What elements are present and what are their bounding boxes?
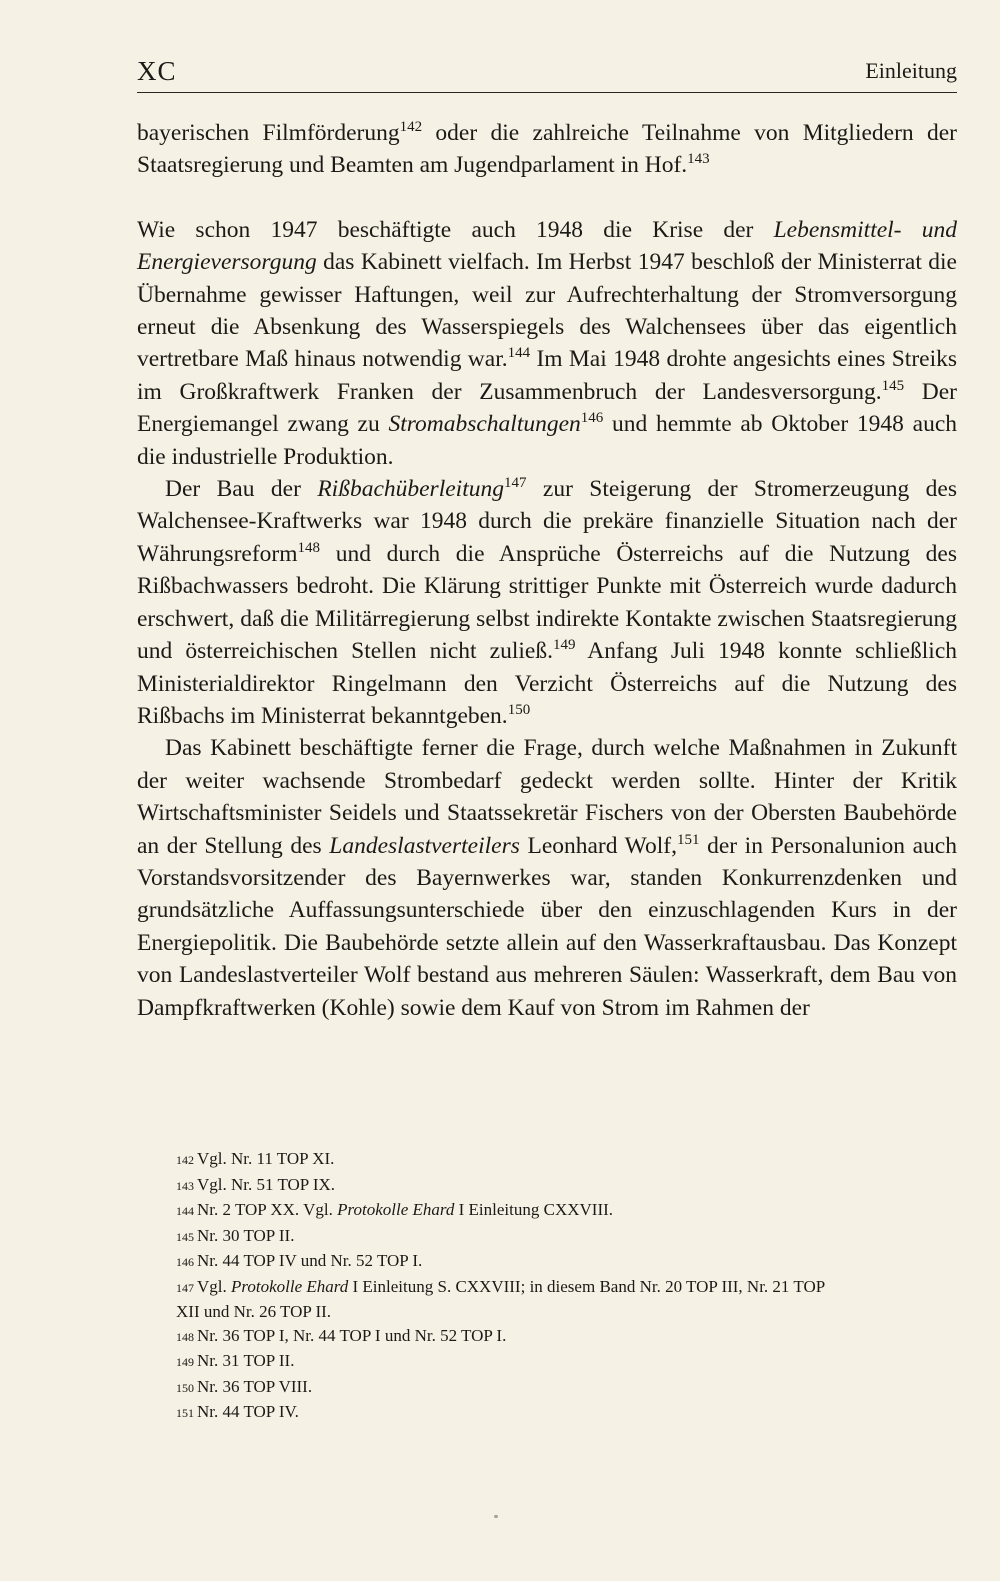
footnote-text: Vgl. Nr. 51 TOP IX. [197,1174,336,1194]
footnote-number: 143 [176,1178,194,1193]
footnote-text: Nr. 2 TOP XX. Vgl. [197,1200,338,1219]
footnote-italic: Protokolle Ehard [337,1200,455,1219]
paragraph-4 [137,732,957,1024]
text-run: Der Energiemangel zwang zu [137,378,957,438]
footnote [160,1198,960,1224]
italic-term: Landeslastverteilers [329,832,520,859]
text-run: Der Bau der [165,476,318,503]
footnote-number: 142 [176,1153,194,1167]
footnote-ref: 146 [580,410,604,427]
body-text [137,117,957,1024]
print-speck [494,1515,498,1518]
footnotes [160,1147,960,1426]
footnote-text: I Einleitung CXXVIII. [454,1200,614,1219]
footnote-number: 148 [176,1329,194,1344]
footnote-number: 144 [176,1204,194,1218]
footnote-number: 151 [176,1406,194,1420]
italic-term: Stromabschaltungen [388,411,581,438]
footnote [160,1147,960,1173]
footnote [160,1275,960,1324]
footnote-text: Vgl. Nr. 11 TOP XI. [197,1149,335,1168]
footnote-continuation: XII und Nr. 26 TOP II. [176,1302,332,1321]
footnote-ref: 149 [552,637,576,654]
footnote [160,1324,960,1350]
italic-term: Lebensmittel- und Energieversorgung [137,216,957,276]
text-run: und hemmte ab Oktober 1948 auch die industrielle Produktion. [137,411,957,470]
text-run: das Kabinett vielfach. Im Herbst 1947 beschloß der Ministerrat die Übernahme gewisser Haftungen, weil zur Aufrechterhaltung der Stromversorgung erneut die Absenkung des Wasserspiegels des Walchensees über das eigentlich vertretbare Maß hinaus notwendig war. [137,249,957,373]
text-run: Anfang Juli 1948 konnte schließlich Ministerialdirektor Ringelmann den Verzicht Österreichs auf die Nutzung des Rißbachs im Ministerrat bekanntgeben. [137,638,957,729]
footnote-text: Nr. 36 TOP VIII. [197,1376,313,1396]
footnote-text: Nr. 31 TOP II. [197,1351,295,1370]
italic-term: Rißbachüberleitung [317,476,504,503]
footnote [160,1224,960,1250]
footnote-text: Vgl. [197,1276,231,1296]
text-run: Wie schon 1947 beschäftigte auch 1948 die Krise der [137,216,774,243]
footnote-ref: 144 [507,345,531,362]
footnote-text: I Einleitung S. CXXVIII; in diesem Band Nr. 20 TOP III, Nr. 21 TOP [348,1276,826,1296]
text-run: Leonhard Wolf, [519,832,677,859]
footnote-text: Nr. 44 TOP IV. [197,1402,299,1421]
footnote [160,1249,960,1275]
footnote-number: 145 [176,1229,194,1244]
footnote-ref: 147 [503,475,527,492]
footnote-number: 150 [176,1380,194,1395]
footnote-ref: 145 [881,377,905,394]
paragraph-3 [137,473,957,732]
footnote-ref: 143 [687,151,710,168]
page-number: XC [137,56,177,86]
page-header [137,52,957,93]
footnote [160,1375,960,1401]
text-run: der in Personalunion auch Vorstandsvorsitzender des Bayernwerkes war, standen Konkurrenzdenken und grundsätzliche Auffassungsunterschiede über den einzuschlagenden Kurs in der Energiepolitik. Die Baubehörde setzte allein auf den Wasserkraftausbau. Das Konzept von Landeslastverteiler Wolf bestand aus mehreren Säulen: Wasserkraft, dem Bau von Dampfkraftwerken (Kohle) sowie dem Kauf von Strom im Rahmen der [137,832,957,1021]
text-run: Das Kabinett beschäftigte ferner die Frage, durch welche Maßnahmen in Zukunft der weiter wachsende Strombedarf gedeckt werden sollte. Hinter der Kritik Wirtschaftsminister Seidels und Staatssekretär Fischers von der Obersten Baubehörde an der Stellung des [137,735,957,859]
text-run: bayerischen Filmförderung [137,120,400,146]
paragraph-1 [137,117,957,182]
footnote-ref: 151 [676,831,700,848]
footnote-ref: 142 [399,119,423,135]
text-run: zur Steigerung der Stromerzeugung des Walchensee-Kraftwerks war 1948 durch die prekäre finanzielle Situation nach der Währungsreform [137,476,957,567]
footnote [160,1349,960,1375]
footnote-number: 146 [176,1255,194,1269]
footnote-number: 147 [176,1280,194,1295]
footnote-text: Nr. 30 TOP II. [197,1225,295,1245]
footnote-ref: 148 [297,539,321,556]
text-run: oder die zahlreiche Teilnahme von Mitgliedern der Staatsregierung und Beamten am Jugendparlament in Hof. [137,120,957,179]
footnote-italic: Protokolle Ehard [231,1276,349,1296]
footnote-text: Nr. 36 TOP I, Nr. 44 TOP I und Nr. 52 TOP I. [197,1325,507,1345]
footnote-text: Nr. 44 TOP IV und Nr. 52 TOP I. [197,1251,423,1270]
footnote [160,1173,960,1199]
text-run: Im Mai 1948 drohte angesichts eines Streiks im Großkraftwerk Franken der Zusammenbruch der Landesversorgung. [137,346,958,405]
footnote-ref: 150 [507,701,531,718]
text-run: und durch die Ansprüche Österreichs auf die Nutzung des Rißbachwassers bedroht. Die Klärung strittiger Punkte mit Österreich wurde dadurch erschwert, daß die Militärregierung selbst indirekte Kontakte zwischen Staatsregierung und österreichischen Stellen nicht zuließ. [137,540,957,665]
paragraph-2 [137,214,957,473]
footnote-number: 149 [176,1355,194,1369]
footnote [160,1400,960,1426]
running-title: Einleitung [865,58,957,83]
